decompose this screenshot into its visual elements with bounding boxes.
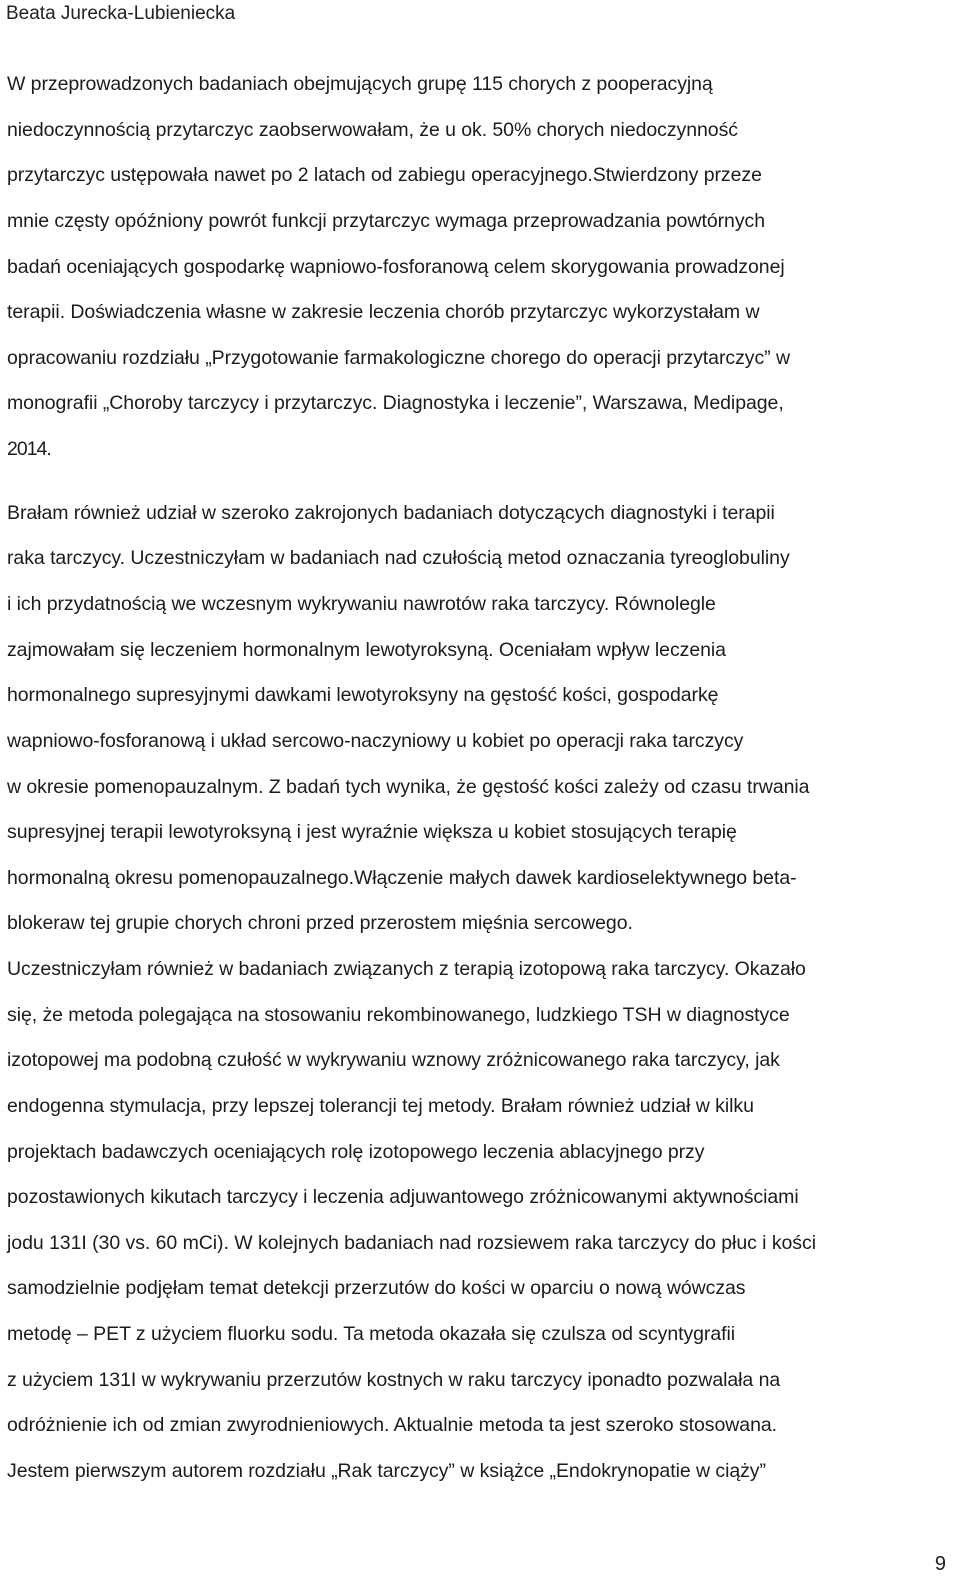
paragraph-line: endogenna stymulacja, przy lepszej tolerancji tej metody. Brałam również udział w kilku [7, 1095, 754, 1117]
paragraph-line: i ich przydatnością we wczesnym wykrywaniu nawrotów raka tarczycy. Równolegle [7, 593, 716, 615]
paragraph-line: przytarczyc ustępowała nawet po 2 latach od zabiegu operacyjnego.Stwierdzony przeze [7, 164, 762, 186]
paragraph-line: projektach badawczych oceniających rolę izotopowego leczenia ablacyjnego przy [7, 1141, 705, 1163]
running-header-author: Beata Jurecka-Lubieniecka [6, 3, 236, 24]
paragraph-line: supresyjnej terapii lewotyroksyną i jest wyraźnie większa u kobiet stosujących terapię [7, 821, 737, 843]
paragraph-line: pozostawionych kikutach tarczycy i leczenia adjuwantowego zróżnicowanymi aktywnościami [7, 1186, 799, 1208]
paragraph-line: mnie częsty opóźniony powrót funkcji przytarczyc wymaga przeprowadzania powtórnych [7, 210, 766, 232]
paragraph-line: opracowaniu rozdziału „Przygotowanie farmakologiczne chorego do operacji przytarczyc” w [7, 347, 790, 369]
paragraph-line: monografii „Choroby tarczycy i przytarczyc. Diagnostyka i leczenie”, Warszawa, Medipage, [7, 392, 784, 414]
paragraph-line: niedoczynnością przytarczyc zaobserwowałam, że u ok. 50% chorych niedoczynność [7, 119, 738, 141]
paragraph-line: wapniowo-fosforanową i układ sercowo-naczyniowy u kobiet po operacji raka tarczycy [7, 730, 744, 752]
paragraph-line: zajmowałam się leczeniem hormonalnym lewotyroksyną. Oceniałam wpływ leczenia [7, 639, 726, 661]
page-number: 9 [934, 1553, 946, 1575]
paragraph-line: Jestem pierwszym autorem rozdziału „Rak tarczycy” w książce „Endokrynopatie w ciąży” [7, 1460, 766, 1482]
paragraph-line: blokeraw tej grupie chorych chroni przed przerostem mięśnia sercowego. [7, 912, 633, 934]
paragraph-line: odróżnienie ich od zmian zwyrodnieniowych. Aktualnie metoda ta jest szeroko stosowana. [7, 1414, 778, 1436]
paragraph-line: z użyciem 131I w wykrywaniu przerzutów kostnych w raku tarczycy iponadto pozwalała na [7, 1369, 781, 1391]
paragraph-line: terapii. Doświadczenia własne w zakresie leczenia chorób przytarczyc wykorzystałam w [7, 301, 760, 323]
paragraph-line: w okresie pomenopauzalnym. Z badań tych wynika, że gęstość kości zależy od czasu trwania [7, 776, 810, 798]
paragraph-line: izotopowej ma podobną czułość w wykrywaniu wznowy zróżnicowanego raka tarczycy, jak [7, 1049, 780, 1071]
paragraph-line: hormonalną okresu pomenopauzalnego.Włączenie małych dawek kardioselektywnego beta- [7, 867, 797, 889]
paragraph-line: badań oceniających gospodarkę wapniowo-fosforanową celem skorygowania prowadzonej [7, 256, 785, 278]
paragraph-line: metodę – PET z użyciem fluorku sodu. Ta metoda okazała się czulsza od scyntygrafii [7, 1323, 736, 1345]
paragraph-line: się, że metoda polegająca na stosowaniu rekombinowanego, ludzkiego TSH w diagnostyce [7, 1004, 790, 1026]
paragraph-line: Brałam również udział w szeroko zakrojonych badaniach dotyczących diagnostyki i terapii [7, 502, 775, 524]
paragraph-line: W przeprowadzonych badaniach obejmujących grupę 115 chorych z pooperacyjną [7, 73, 713, 95]
paragraph-line: 2014. [7, 438, 51, 460]
paragraph-line: raka tarczycy. Uczestniczyłam w badaniach nad czułością metod oznaczania tyreoglobuliny [7, 547, 790, 569]
paragraph-line: hormonalnego supresyjnymi dawkami lewotyroksyny na gęstość kości, gospodarkę [7, 684, 719, 706]
paragraph-line: Uczestniczyłam również w badaniach związanych z terapią izotopową raka tarczycy. Okazało [7, 958, 806, 980]
paragraph-line: samodzielnie podjęłam temat detekcji przerzutów do kości w oparciu o nową wówczas [7, 1277, 746, 1299]
paragraph-line: jodu 131I (30 vs. 60 mCi). W kolejnych badaniach nad rozsiewem raka tarczycy do płuc i kości [7, 1232, 816, 1254]
